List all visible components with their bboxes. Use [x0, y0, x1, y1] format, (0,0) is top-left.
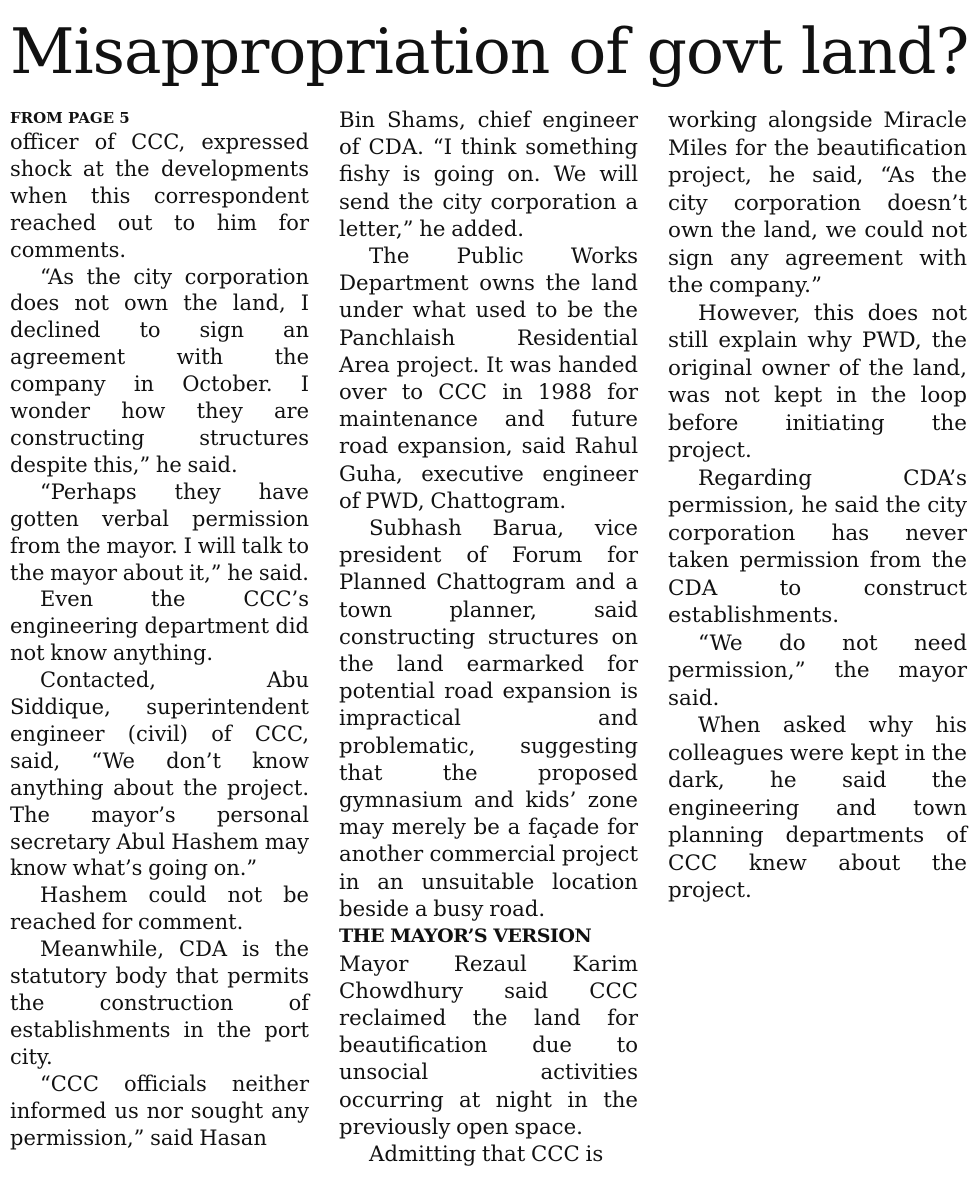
paragraph: Hashem could not be reached for comment.	[10, 883, 309, 935]
paragraph: officer of CCC, expressed shock at the developments when this correspondent reached out to him for comments.	[10, 130, 309, 262]
paragraph: “As the city corporation does not own the land, I declined to sign an agreement with the company in October. I wonder how they are constructing structures despite this,” he said.	[10, 264, 309, 477]
paragraph: Contacted, Abu Siddique, superintendent engineer (civil) of CCC, said, “We don’t know anything about the project. The mayor’s personal secretary Abul Hashem may know what’s going on.”	[10, 668, 309, 881]
article-column-2	[339, 107, 638, 1168]
paragraph: The Public Works Department owns the land under what used to be the Panchlaish Residential Area project. It was handed over to CCC in 1988 for maintenance and future road expansion, said Rahul Guha, executive engineer of PWD, Chattogram.	[339, 244, 638, 514]
paragraph: Subhash Barua, vice president of Forum for Planned Chattogram and a town planner, said constructing structures on the land earmarked for potential road expansion is impractical and problematic, suggesting that the proposed gymnasium and kids’ zone may merely be a façade for another commercial project in an unsuitable location beside a busy road.	[339, 516, 638, 922]
paragraph: Regarding CDA’s permission, he said the city corporation has never taken permission from the CDA to construct establishments.	[668, 465, 967, 628]
paragraph: However, this does not still explain why PWD, the original owner of the land, was not kept in the loop before initiating the project.	[668, 300, 967, 463]
paragraph: Meanwhile, CDA is the statutory body that permits the construction of establishments in the port city.	[10, 937, 309, 1069]
section-subhead: THE MAYOR’S VERSION	[339, 925, 592, 948]
continuation-kicker: FROM PAGE 5	[10, 109, 130, 127]
article-column-3	[668, 107, 967, 905]
paragraph: Mayor Rezaul Karim Chowdhury said CCC reclaimed the land for beautification due to unsocial activities occurring at night in the previously open space.	[339, 951, 638, 1140]
paragraph: Admitting that CCC is	[369, 1142, 604, 1168]
paragraph: working alongside Miracle Miles for the beautification project, he said, “As the city corporation doesn’t own the land, we could not sign any agreement with the company.”	[668, 108, 967, 298]
article-column-1	[10, 107, 309, 1151]
paragraph: “CCC officials neither informed us nor sought any permission,” said Hasan	[10, 1071, 309, 1150]
paragraph: Bin Shams, chief engineer of CDA. “I think something fishy is going on. We will send the city corporation a letter,” he added.	[339, 108, 638, 242]
headline: Misappropriation of govt land?	[10, 15, 969, 88]
paragraph: Even the CCC’s engineering department did not know anything.	[10, 587, 309, 666]
paragraph: “We do not need permission,” the mayor said.	[668, 630, 967, 711]
paragraph: “Perhaps they have gotten verbal permission from the mayor. I will talk to the mayor about it,” he said.	[10, 479, 309, 585]
paragraph: When asked why his colleagues were kept in the dark, he said the engineering and town planning departments of CCC knew about the project.	[668, 713, 967, 903]
